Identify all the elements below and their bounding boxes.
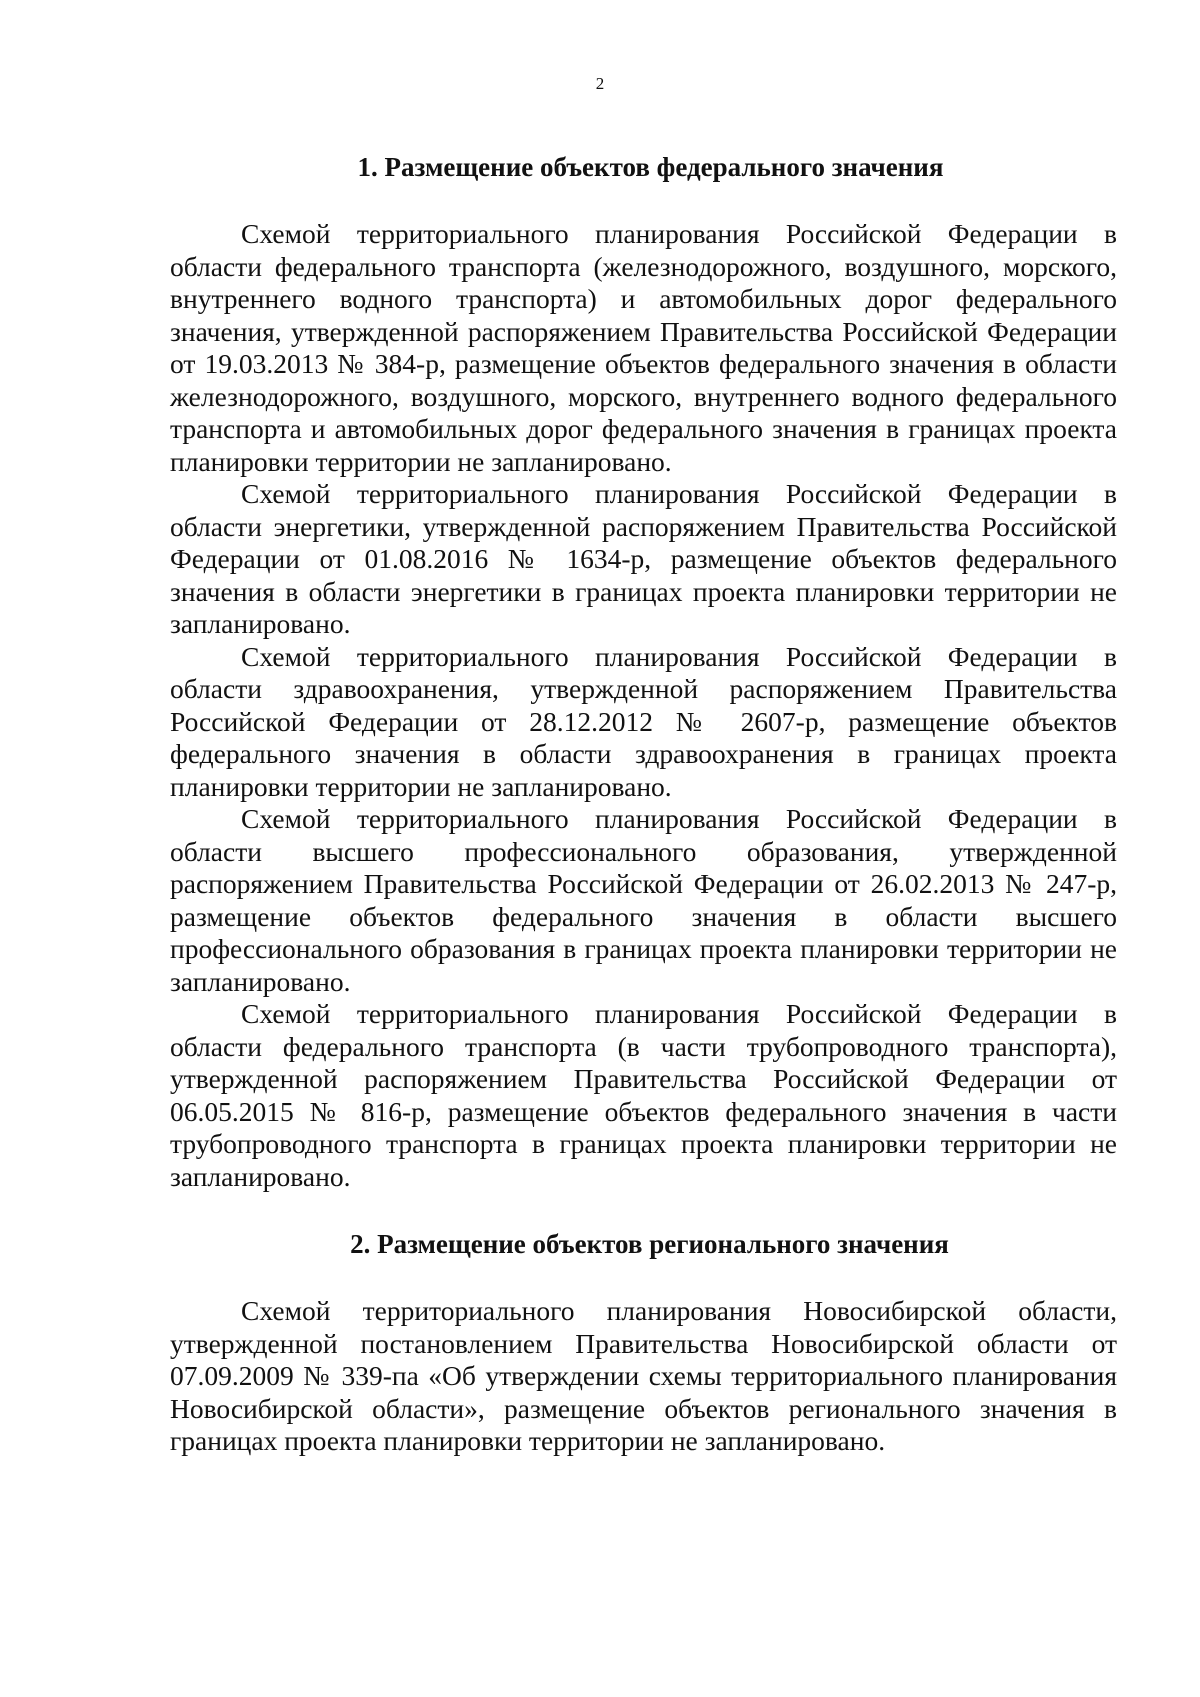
paragraph: Схемой территориального планирования Российской Федерации в области федерального транспорта (железнодорожного, воздушного, морского, внутреннего водного транспорта) и автомобильных дорог федерального значения, утвержденной распоряжением Правительства Российской Федерации от 19.03.2013 № 384-р, размещение объектов федерального значения в области железнодорожного, воздушного, морского, внутреннего водного федерального транспорта и автомобильных дорог федерального значения в границах проекта планировки территории не запланировано. xyxy=(170,218,1117,477)
document-body xyxy=(170,150,1117,1458)
page-number: 2 xyxy=(595,74,605,93)
section-heading: 2. Размещение объектов регионального значения xyxy=(350,1229,949,1259)
paragraph: Схемой территориального планирования Российской Федерации в области энергетики, утвержденной распоряжением Правительства Российской Федерации от 01.08.2016 № 1634-р, размещение объектов федерального значения в области энергетики в границах проекта планировки территории не запланировано. xyxy=(170,478,1117,639)
paragraph: Схемой территориального планирования Новосибирской области, утвержденной постановлением Правительства Новосибирской области от 07.09.2009 № 339-па «Об утверждении схемы территориального планирования Новосибирской области», размещение объектов регионального значения в границах проекта планировки территории не запланировано. xyxy=(170,1295,1117,1456)
section-federal-objects xyxy=(170,150,1117,1193)
paragraph: Схемой территориального планирования Российской Федерации в области федерального транспорта (в части трубопроводного транспорта), утвержденной распоряжением Правительства Российской Федерации от 06.05.2015 № 816-р, размещение объектов федерального значения в части трубопроводного транспорта в границах проекта планировки территории не запланировано. xyxy=(170,998,1117,1192)
paragraph: Схемой территориального планирования Российской Федерации в области высшего профессионального образования, утвержденной распоряжением Правительства Российской Федерации от 26.02.2013 № 247-р, размещение объектов федерального значения в области высшего профессионального образования в границах проекта планировки территории не запланировано. xyxy=(170,803,1117,997)
paragraph: Схемой территориального планирования Российской Федерации в области здравоохранения, утвержденной распоряжением Правительства Российской Федерации от 28.12.2012 № 2607-р, размещение объектов федерального значения в области здравоохранения в границах проекта планировки территории не запланировано. xyxy=(170,640,1117,802)
section-heading: 1. Размещение объектов федерального значения xyxy=(357,152,944,182)
section-regional-objects xyxy=(170,1227,1117,1458)
